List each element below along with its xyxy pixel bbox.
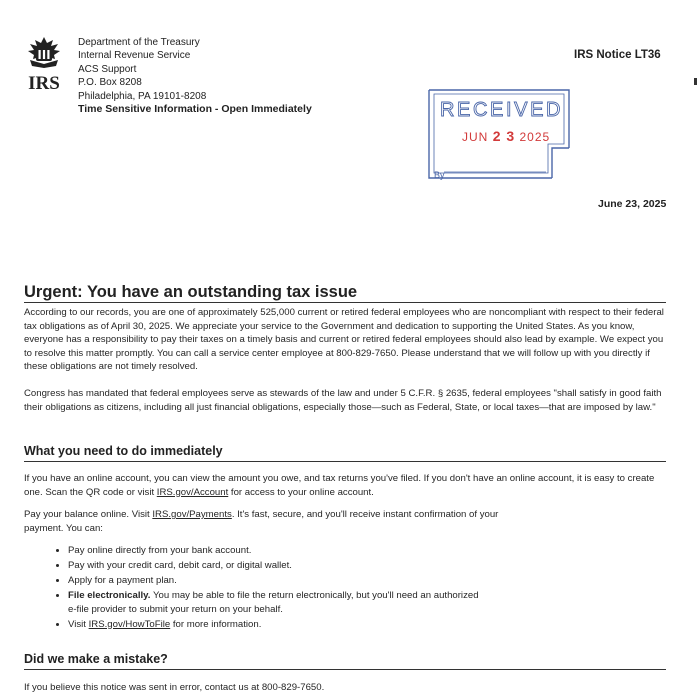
list-item <box>68 589 488 616</box>
text-run: If you have an online account, you can view the amount you owe, and tax returns you've filed. If you don't have an online account, it is easy to create one. Scan the QR code or visit <box>24 473 655 498</box>
agency-line: Internal Revenue Service <box>78 50 191 62</box>
section-heading-what-to-do: What you need to do immediately <box>24 444 223 458</box>
text-run: for access to your online account. <box>228 486 374 498</box>
stamp-month: JUN <box>462 130 489 144</box>
list-item: • Pay with your credit card, debit card, or digital wallet. <box>68 559 488 573</box>
records-paragraph: According to our records, you are one of approximately 525,000 current or retired federal employees who are noncompliant with respect to their federal tax obligations as of April 30, 2025. We appreciate your service to the Government and dedication to supporting the United States. As you know, everyone has a responsibility to pay their taxes on a timely basis and current or retired federal employees should also lead by example. We expect you to resolve this matter promptly. You can call a service center employee at 800-829-7650. Please understand that we will follow up with you directly if these obligations are not timely resolved. <box>24 307 664 372</box>
section-divider <box>24 461 666 462</box>
irs-howtofile-link[interactable]: IRS.gov/HowToFile <box>88 618 171 630</box>
title-divider <box>24 302 666 303</box>
irs-payments-link[interactable]: IRS.gov/Payments <box>152 509 232 520</box>
list-item <box>68 618 488 632</box>
stamp-by-label: By <box>434 170 445 180</box>
text-run: You may be able to file the return electronically, but you'll need an authorized e-file provider to submit your return on your behalf. <box>68 590 479 615</box>
text-run: Visit <box>68 618 89 630</box>
agency-line: Philadelphia, PA 19101-8208 <box>78 90 207 102</box>
online-account-paragraph <box>24 472 668 499</box>
agency-line: ACS Support <box>78 63 137 75</box>
notice-title: Urgent: You have an outstanding tax issue <box>24 283 358 301</box>
notice-id: IRS Notice LT36 <box>574 49 661 61</box>
agency-line: P.O. Box 8208 <box>78 77 142 89</box>
text-run: for more information. <box>170 618 262 630</box>
pay-online-paragraph <box>24 508 524 535</box>
notice-date: June 23, 2025 <box>598 198 667 210</box>
agency-line: Department of the Treasury <box>78 37 200 48</box>
list-item: • Pay online directly from your bank account. <box>68 544 488 558</box>
time-sensitive-label: Time Sensitive Information - Open Immediately <box>78 103 312 116</box>
stamp-year: 2025 <box>519 130 551 144</box>
agency-address-block <box>78 36 312 116</box>
irs-account-link[interactable]: IRS.gov/Account <box>156 486 229 498</box>
list-item: • Apply for a payment plan. <box>68 574 488 588</box>
stamp-date <box>462 128 550 144</box>
text-run: Pay your balance online. Visit <box>24 509 153 520</box>
congress-paragraph: Congress has mandated that federal employees serve as stewards of the law and under 5 C.F.R. § 2635, federal employees "shall satisfy in good faith their obligations as citizens, including all just financial obligations, especially those—such as Federal, State, or local taxes—that are imposed by law." <box>24 388 662 413</box>
text-run: . It's fast, secure, and you'll receive instant confirmation of your payment. You can: <box>24 509 499 534</box>
stamp-day: 2 3 <box>492 128 516 144</box>
page-edge-mark <box>694 78 697 85</box>
section-divider <box>24 669 666 670</box>
payment-options-list <box>44 544 488 633</box>
mistake-paragraph: If you believe this notice was sent in error, contact us at 800-829-7650. <box>24 682 325 693</box>
efile-bold-label: File electronically. <box>68 590 151 601</box>
irs-eagle-logo <box>22 34 66 94</box>
section-heading-mistake: Did we make a mistake? <box>24 652 168 666</box>
logo-wordmark: IRS <box>28 73 60 94</box>
stamp-word: RECEIVED <box>440 99 564 121</box>
